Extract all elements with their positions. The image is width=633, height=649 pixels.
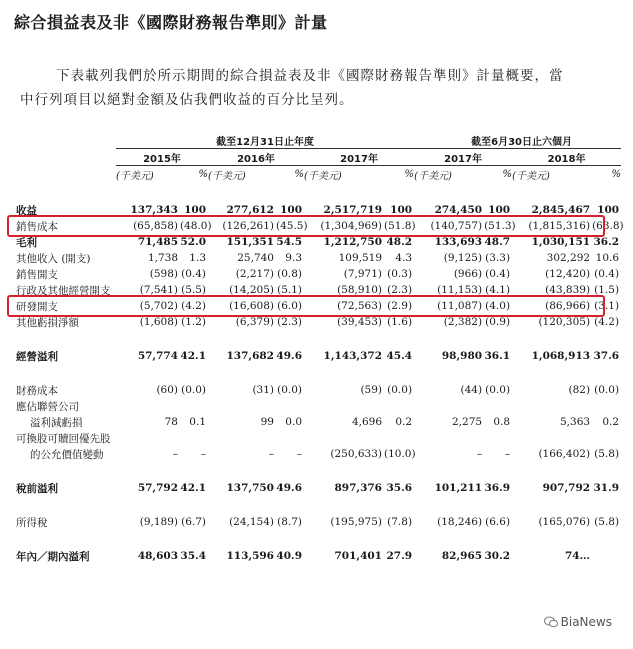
table-row — [16, 250, 621, 266]
percent-cell — [592, 430, 621, 446]
amount-cell: 137,343 — [130, 204, 178, 216]
amount-cell: 48,603 — [137, 550, 178, 562]
row-label: 毛利 — [16, 236, 37, 249]
percent-cell: (4.2) — [181, 300, 206, 312]
table-row — [16, 514, 621, 530]
row-label: 溢利減虧損 — [30, 416, 83, 429]
amount-cell: (6,379) — [235, 316, 274, 328]
amount-cell: (39,453) — [337, 316, 382, 328]
table-row — [16, 266, 621, 282]
percent-cell: (5.1) — [277, 284, 302, 296]
unit-header: (千美元) — [304, 170, 342, 182]
percent-cell: (45.5) — [276, 220, 308, 232]
percent-cell: (0.4) — [594, 268, 620, 280]
period-header-interim: 截至6月30日止六個月 — [414, 132, 621, 149]
percent-cell — [592, 398, 621, 414]
amount-cell: 1,212,750 — [323, 236, 382, 248]
percent-cell: 48.7 — [484, 236, 511, 248]
percent-cell: 45.4 — [386, 350, 413, 362]
table-row — [16, 414, 621, 430]
table-row — [16, 282, 621, 298]
table-row — [16, 446, 621, 462]
year-header: 2016年 — [208, 149, 304, 166]
amount-cell: – — [172, 448, 178, 460]
amount-cell: (43,839) — [545, 284, 591, 296]
amount-cell — [512, 430, 592, 446]
amount-cell: (165,076) — [538, 516, 591, 528]
percent-cell — [484, 430, 512, 446]
amount-cell: (65,858) — [133, 220, 178, 232]
amount-cell: (195,975) — [330, 516, 382, 528]
percent-cell: (0.4) — [181, 268, 206, 280]
amount-cell — [414, 398, 484, 414]
amount-cell — [304, 430, 384, 446]
year-header: 2018年 — [512, 149, 621, 166]
percent-cell: 49.6 — [276, 482, 302, 494]
amount-cell: 98,980 — [441, 350, 483, 362]
percent-cell: 48.2 — [386, 236, 413, 248]
table-row — [16, 314, 621, 330]
unit-header: (千美元) — [512, 170, 550, 182]
year-header-row — [16, 149, 621, 166]
period-header-annual: 截至12月31日止年度 — [116, 132, 414, 149]
percent-cell: (4.1) — [485, 284, 511, 296]
row-label: 經營溢利 — [16, 350, 58, 363]
amount-cell: (14,205) — [229, 284, 274, 296]
row-label: 收益 — [16, 204, 37, 217]
amount-cell: 25,740 — [237, 252, 274, 264]
percent-cell: 4.3 — [395, 252, 413, 264]
amount-cell: 897,376 — [334, 482, 382, 494]
amount-cell: (59) — [360, 384, 382, 396]
percent-cell: (6.7) — [181, 516, 206, 528]
row-label: 研發開支 — [16, 300, 58, 313]
percent-cell: (4.2) — [594, 316, 620, 328]
table-body — [16, 202, 624, 564]
amount-cell: (140,757) — [430, 220, 483, 232]
percent-cell: 36.9 — [484, 482, 511, 494]
percent-cell: – — [296, 448, 302, 460]
percent-cell — [276, 398, 304, 414]
amount-cell: (2,217) — [235, 268, 274, 280]
percent-cell: 40.9 — [276, 550, 302, 562]
amount-cell: 1,030,151 — [531, 236, 591, 248]
percent-cell: (48.0) — [180, 220, 212, 232]
amount-cell — [116, 430, 180, 446]
percent-cell: (2.9) — [387, 300, 413, 312]
percent-cell: (1.5) — [594, 284, 620, 296]
percent-cell: 54.5 — [276, 236, 302, 248]
percent-cell: 35.6 — [386, 482, 413, 494]
percent-cell: (1.2) — [181, 316, 206, 328]
intro-line-2: 中行列項目以絕對金額及佔我們收益的百分比呈列。 — [20, 92, 354, 108]
amount-cell: 133,693 — [434, 236, 483, 248]
percent-cell: 42.1 — [180, 350, 206, 362]
row-label: 財務成本 — [16, 384, 58, 397]
percent-cell: 100 — [597, 204, 620, 216]
amount-cell: 71,485 — [137, 236, 178, 248]
amount-cell: (9,125) — [443, 252, 483, 264]
table-row — [16, 382, 621, 398]
page-title: 綜合損益表及非《國際財務報告準則》計量 — [14, 13, 328, 32]
wechat-icon — [544, 616, 558, 628]
percent-cell: 52.0 — [180, 236, 206, 248]
amount-cell: (58,910) — [337, 284, 382, 296]
percent-cell: 100 — [488, 204, 511, 216]
percent-cell: 0.2 — [602, 416, 620, 428]
watermark — [541, 614, 615, 630]
percent-cell — [180, 398, 208, 414]
percent-cell: (4.0) — [485, 300, 511, 312]
amount-cell: (166,402) — [538, 448, 591, 460]
percent-cell: (5.8) — [594, 516, 620, 528]
year-header: 2015年 — [116, 149, 208, 166]
amount-cell: 2,845,467 — [531, 204, 591, 216]
amount-cell — [414, 430, 484, 446]
table-row — [16, 480, 621, 496]
percent-cell: 35.4 — [180, 550, 206, 562]
percent-cell: (3.1) — [594, 300, 620, 312]
amount-cell: (9,189) — [139, 516, 178, 528]
unit-header: (千美元) — [208, 170, 246, 182]
percent-cell — [276, 430, 304, 446]
spacer-row — [16, 496, 621, 514]
amount-cell: 99 — [260, 416, 274, 428]
percent-cell: (0.4) — [485, 268, 511, 280]
amount-cell: 701,401 — [334, 550, 382, 562]
amount-cell: (11,153) — [437, 284, 483, 296]
income-statement-table — [16, 132, 624, 564]
pct-header: % — [294, 168, 304, 180]
amount-cell: (24,154) — [229, 516, 274, 528]
pct-header: % — [502, 168, 513, 180]
amount-cell: (12,420) — [545, 268, 591, 280]
row-label: 其他虧損淨額 — [16, 316, 79, 329]
percent-cell: – — [504, 448, 511, 460]
amount-cell: (11,087) — [437, 300, 483, 312]
percent-cell: 27.9 — [386, 550, 413, 562]
table-row — [16, 398, 621, 414]
unit-header: (千美元) — [116, 170, 154, 182]
amount-cell: 109,519 — [338, 252, 382, 264]
percent-cell: (8.7) — [277, 516, 302, 528]
amount-cell: (1,608) — [139, 316, 178, 328]
percent-cell: (1.6) — [387, 316, 413, 328]
percent-cell: (0.8) — [277, 268, 302, 280]
percent-cell: 49.6 — [276, 350, 302, 362]
row-label: 可換股可贖回優先股 — [16, 432, 111, 445]
amount-cell: 137,750 — [226, 482, 274, 494]
year-header: 2017年 — [414, 149, 512, 166]
percent-cell: 42.1 — [180, 482, 206, 494]
percent-cell: 36.1 — [484, 350, 511, 362]
amount-cell: 1,738 — [147, 252, 178, 264]
percent-cell: 100 — [184, 204, 206, 216]
table-row — [16, 234, 621, 250]
amount-cell: 907,792 — [542, 482, 591, 494]
amount-cell: 137,682 — [226, 350, 274, 362]
amount-cell: (86,966) — [545, 300, 591, 312]
row-label: 應佔聯營公司 — [16, 400, 79, 413]
percent-cell — [180, 430, 208, 446]
percent-cell: (0.0) — [181, 384, 206, 396]
amount-cell: (7,541) — [139, 284, 178, 296]
percent-cell: 0.1 — [189, 416, 206, 428]
unit-header: (千美元) — [414, 170, 452, 182]
amount-cell: (7,971) — [343, 268, 382, 280]
amount-cell: 277,612 — [226, 204, 274, 216]
percent-cell — [592, 548, 621, 564]
amount-cell: (5,702) — [139, 300, 178, 312]
intro-paragraph — [20, 64, 615, 112]
percent-cell: 1.3 — [189, 252, 206, 264]
row-label: 的公允價值變動 — [30, 448, 104, 461]
table-row — [16, 218, 621, 234]
percent-cell: 100 — [390, 204, 413, 216]
amount-cell: – — [476, 448, 483, 460]
amount-cell: (598) — [149, 268, 178, 280]
spacer-row — [16, 530, 621, 548]
percent-cell: (10.0) — [384, 448, 416, 460]
intro-line-1: 下表載列我們於所示期間的綜合損益表及非《國際財務報告準則》計量概要，當 — [56, 68, 564, 84]
amount-cell: 5,363 — [560, 416, 591, 428]
amount-cell: (2,382) — [443, 316, 483, 328]
amount-cell: 113,596 — [226, 550, 274, 562]
amount-cell: 82,965 — [441, 550, 483, 562]
percent-cell: 30.2 — [484, 550, 511, 562]
amount-cell: (82) — [568, 384, 591, 396]
pct-header: % — [404, 168, 415, 180]
unit-header-row — [16, 166, 621, 183]
percent-cell: (0.0) — [277, 384, 302, 396]
percent-cell: (2.3) — [277, 316, 302, 328]
percent-cell: (0.9) — [485, 316, 511, 328]
amount-cell: 57,774 — [137, 350, 178, 362]
amount-cell: 1,068,913 — [531, 350, 591, 362]
amount-cell: 1,143,372 — [323, 350, 382, 362]
amount-cell: (120,305) — [538, 316, 591, 328]
row-label: 行政及其他經營開支 — [16, 284, 111, 297]
spacer-row — [16, 330, 621, 348]
amount-cell — [208, 430, 276, 446]
percent-cell — [384, 398, 414, 414]
amount-cell: 2,275 — [452, 416, 483, 428]
amount-cell: 302,292 — [546, 252, 591, 264]
percent-cell: 10.6 — [595, 252, 620, 264]
table-row — [16, 298, 621, 314]
percent-cell: (0.0) — [485, 384, 511, 396]
year-header: 2017年 — [304, 149, 414, 166]
percent-cell — [384, 430, 414, 446]
pct-header: % — [198, 168, 208, 180]
row-label: 銷售成本 — [16, 220, 58, 233]
row-label: 稅前溢利 — [16, 482, 58, 495]
percent-cell: (51.3) — [484, 220, 516, 232]
percent-cell: 31.9 — [593, 482, 620, 494]
watermark-text: BiaNews — [560, 615, 612, 629]
amount-cell: (31) — [252, 384, 274, 396]
amount-cell — [116, 398, 180, 414]
period-header-row — [16, 132, 621, 149]
table-row — [16, 548, 621, 564]
percent-cell: (0.3) — [387, 268, 413, 280]
amount-cell: 101,211 — [434, 482, 483, 494]
amount-cell: (1,304,969) — [320, 220, 382, 232]
amount-cell: (250,633) — [330, 448, 382, 460]
amount-cell: (16,608) — [229, 300, 274, 312]
table-row — [16, 202, 621, 218]
amount-cell: 274,450 — [434, 204, 483, 216]
percent-cell: (63.8) — [592, 220, 624, 232]
table-row — [16, 348, 621, 364]
amount-cell: (126,261) — [222, 220, 274, 232]
percent-cell: 100 — [280, 204, 302, 216]
amount-cell: 151,351 — [226, 236, 274, 248]
amount-cell: (44) — [460, 384, 483, 396]
percent-cell — [484, 398, 512, 414]
percent-cell: 0.2 — [395, 416, 413, 428]
row-label: 所得稅 — [16, 516, 48, 529]
row-label: 銷售開支 — [16, 268, 58, 281]
amount-cell: 78 — [164, 416, 178, 428]
percent-cell: 0.8 — [493, 416, 511, 428]
row-label: 其他收入 (開支) — [16, 252, 91, 265]
percent-cell: (0.0) — [594, 384, 620, 396]
amount-cell: 2,517,719 — [323, 204, 382, 216]
percent-cell: (51.8) — [384, 220, 416, 232]
spacer-row — [16, 364, 621, 382]
spacer-row — [16, 462, 621, 480]
percent-cell: (0.0) — [387, 384, 413, 396]
amount-cell: (966) — [453, 268, 483, 280]
percent-cell: 0.0 — [285, 416, 302, 428]
amount-cell: (1,815,316) — [528, 220, 591, 232]
amount-cell: (18,246) — [437, 516, 483, 528]
amount-cell: 4,696 — [351, 416, 382, 428]
percent-cell: 36.2 — [593, 236, 620, 248]
percent-cell: (7.8) — [387, 516, 413, 528]
pct-header: % — [611, 168, 622, 180]
amount-cell: (60) — [156, 384, 178, 396]
amount-cell: 74… — [564, 550, 591, 562]
percent-cell: (3.3) — [485, 252, 511, 264]
percent-cell: (2.3) — [387, 284, 413, 296]
table-row — [16, 430, 621, 446]
percent-cell: (5.5) — [181, 284, 206, 296]
amount-cell: – — [268, 448, 274, 460]
row-label: 年內／期內溢利 — [16, 550, 90, 563]
percent-cell: (6.0) — [277, 300, 302, 312]
amount-cell — [304, 398, 384, 414]
amount-cell — [208, 398, 276, 414]
percent-cell: (5.8) — [594, 448, 620, 460]
percent-cell: 9.3 — [285, 252, 302, 264]
amount-cell: 57,792 — [137, 482, 178, 494]
percent-cell: 37.6 — [593, 350, 620, 362]
percent-cell: – — [200, 448, 206, 460]
percent-cell: (6.6) — [485, 516, 511, 528]
amount-cell — [512, 398, 592, 414]
amount-cell: (72,563) — [337, 300, 382, 312]
